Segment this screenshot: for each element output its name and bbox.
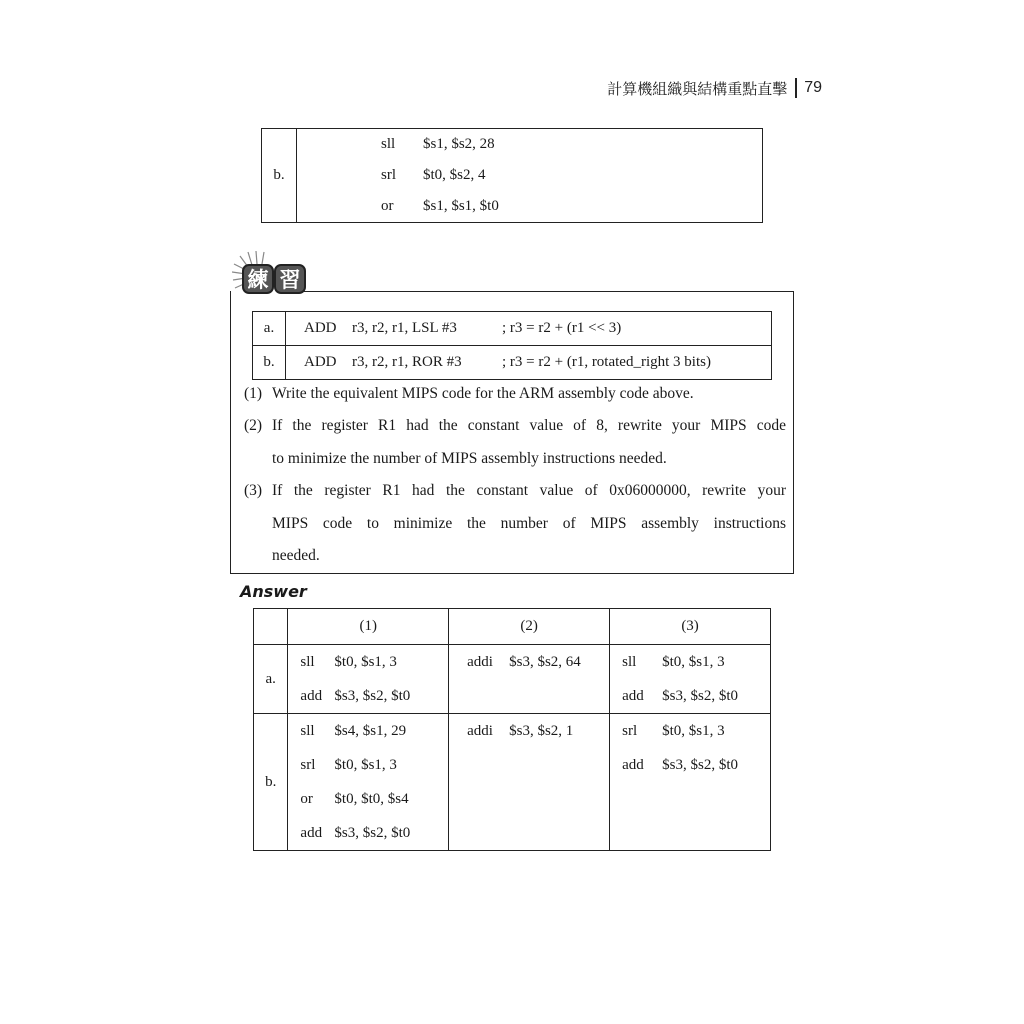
code-args: $s1, $s2, 28 [423, 136, 495, 152]
instruction-cell [286, 312, 772, 346]
badge-char: 練 [242, 264, 274, 294]
code-op: sll [381, 136, 396, 152]
code-args: $s3, $s2, $t0 [662, 687, 738, 704]
arm-code-table [252, 311, 772, 380]
code-line [300, 714, 448, 748]
answer-cell [288, 645, 449, 714]
code-op: srl [622, 722, 638, 739]
row-label: a. [254, 645, 288, 714]
book-title: 計算機組織與結構重點直擊 [607, 79, 788, 98]
header-divider [795, 78, 797, 98]
mnemonic: ADD [304, 354, 337, 370]
answer-table [253, 608, 771, 851]
answer-heading: Answer [240, 582, 307, 601]
code-op: srl [381, 167, 396, 183]
header-row [254, 609, 771, 645]
code-args: $t0, $s1, 3 [334, 653, 397, 670]
code-line [300, 782, 448, 816]
code-line [622, 748, 770, 782]
code-args: $s4, $s1, 29 [334, 722, 407, 739]
operands: r3, r2, r1, LSL #3 [352, 320, 457, 336]
answer-cell [610, 714, 771, 851]
mnemonic: ADD [304, 320, 337, 336]
code-args: $t0, $s1, 3 [662, 653, 725, 670]
code-args: $t0, $t0, $s4 [334, 790, 409, 807]
answer-cell [449, 714, 610, 851]
code-op: add [300, 687, 323, 704]
row-label: a. [253, 312, 286, 346]
question-3 [244, 482, 789, 572]
code-args: $t0, $s1, 3 [334, 756, 397, 773]
table-row [253, 312, 772, 346]
code-line [297, 129, 762, 160]
corner-cell [254, 609, 288, 645]
code-line [300, 748, 448, 782]
previous-answer-table [261, 128, 763, 223]
row-label: b. [262, 129, 297, 223]
row-label: b. [254, 714, 288, 851]
answer-cell [449, 645, 610, 714]
comment: ; r3 = r2 + (r1, rotated_right 3 bits) [502, 354, 711, 370]
page-header [560, 76, 822, 100]
code-line [467, 714, 609, 748]
column-header: (3) [610, 609, 771, 645]
code-args: $t0, $s2, 4 [423, 167, 486, 183]
question-number: (2) [244, 417, 263, 434]
code-op: sll [622, 653, 637, 670]
code-op: add [300, 824, 323, 841]
code-args: $s3, $s2, 1 [509, 722, 574, 739]
code-op: sll [300, 722, 315, 739]
code-op: or [381, 198, 394, 214]
operands: r3, r2, r1, ROR #3 [352, 354, 462, 370]
question-text: needed. [272, 547, 320, 564]
code-op: sll [300, 653, 315, 670]
code-line [467, 645, 609, 679]
question-text: If the register R1 had the constant value of 8, rewrite your MIPS code [272, 417, 786, 434]
code-op: addi [467, 722, 493, 739]
code-line [622, 679, 770, 713]
code-args: $s3, $s2, $t0 [334, 687, 411, 704]
code-op: add [622, 687, 644, 704]
code-args: $s3, $s2, 64 [509, 653, 581, 670]
code-op: srl [300, 756, 316, 773]
column-header: (1) [288, 609, 449, 645]
code-cell [297, 129, 763, 223]
comment: ; r3 = r2 + (r1 << 3) [502, 320, 622, 336]
code-op: add [622, 756, 644, 773]
question-2 [244, 417, 789, 473]
question-1 [244, 385, 789, 407]
column-header: (2) [449, 609, 610, 645]
code-line [622, 645, 770, 679]
table-row [254, 645, 771, 714]
table-row [254, 714, 771, 851]
row-label: b. [253, 346, 286, 380]
answer-cell [610, 645, 771, 714]
code-op: addi [467, 653, 493, 670]
code-line [300, 816, 448, 850]
code-args: $s3, $s2, $t0 [662, 756, 738, 773]
code-line [300, 645, 448, 679]
badge-char: 習 [274, 264, 306, 294]
code-line [297, 160, 762, 191]
code-line [297, 191, 762, 222]
question-number: (1) [244, 385, 263, 402]
answer-cell [288, 714, 449, 851]
table-row [253, 346, 772, 380]
code-line [300, 679, 448, 713]
page-number: 79 [804, 79, 822, 96]
question-text: Write the equivalent MIPS code for the ARM assembly code above. [272, 385, 694, 402]
code-line [622, 714, 770, 748]
question-text: to minimize the number of MIPS assembly instructions needed. [272, 450, 667, 467]
question-text: If the register R1 had the constant value of 0x06000000, rewrite your [272, 482, 786, 499]
code-args: $t0, $s1, 3 [662, 722, 725, 739]
code-args: $s3, $s2, $t0 [334, 824, 411, 841]
question-text: MIPS code to minimize the number of MIPS assembly instructions [272, 515, 786, 532]
instruction-cell [286, 346, 772, 380]
code-args: $s1, $s1, $t0 [423, 198, 499, 214]
code-op: or [300, 790, 313, 807]
question-number: (3) [244, 482, 263, 499]
